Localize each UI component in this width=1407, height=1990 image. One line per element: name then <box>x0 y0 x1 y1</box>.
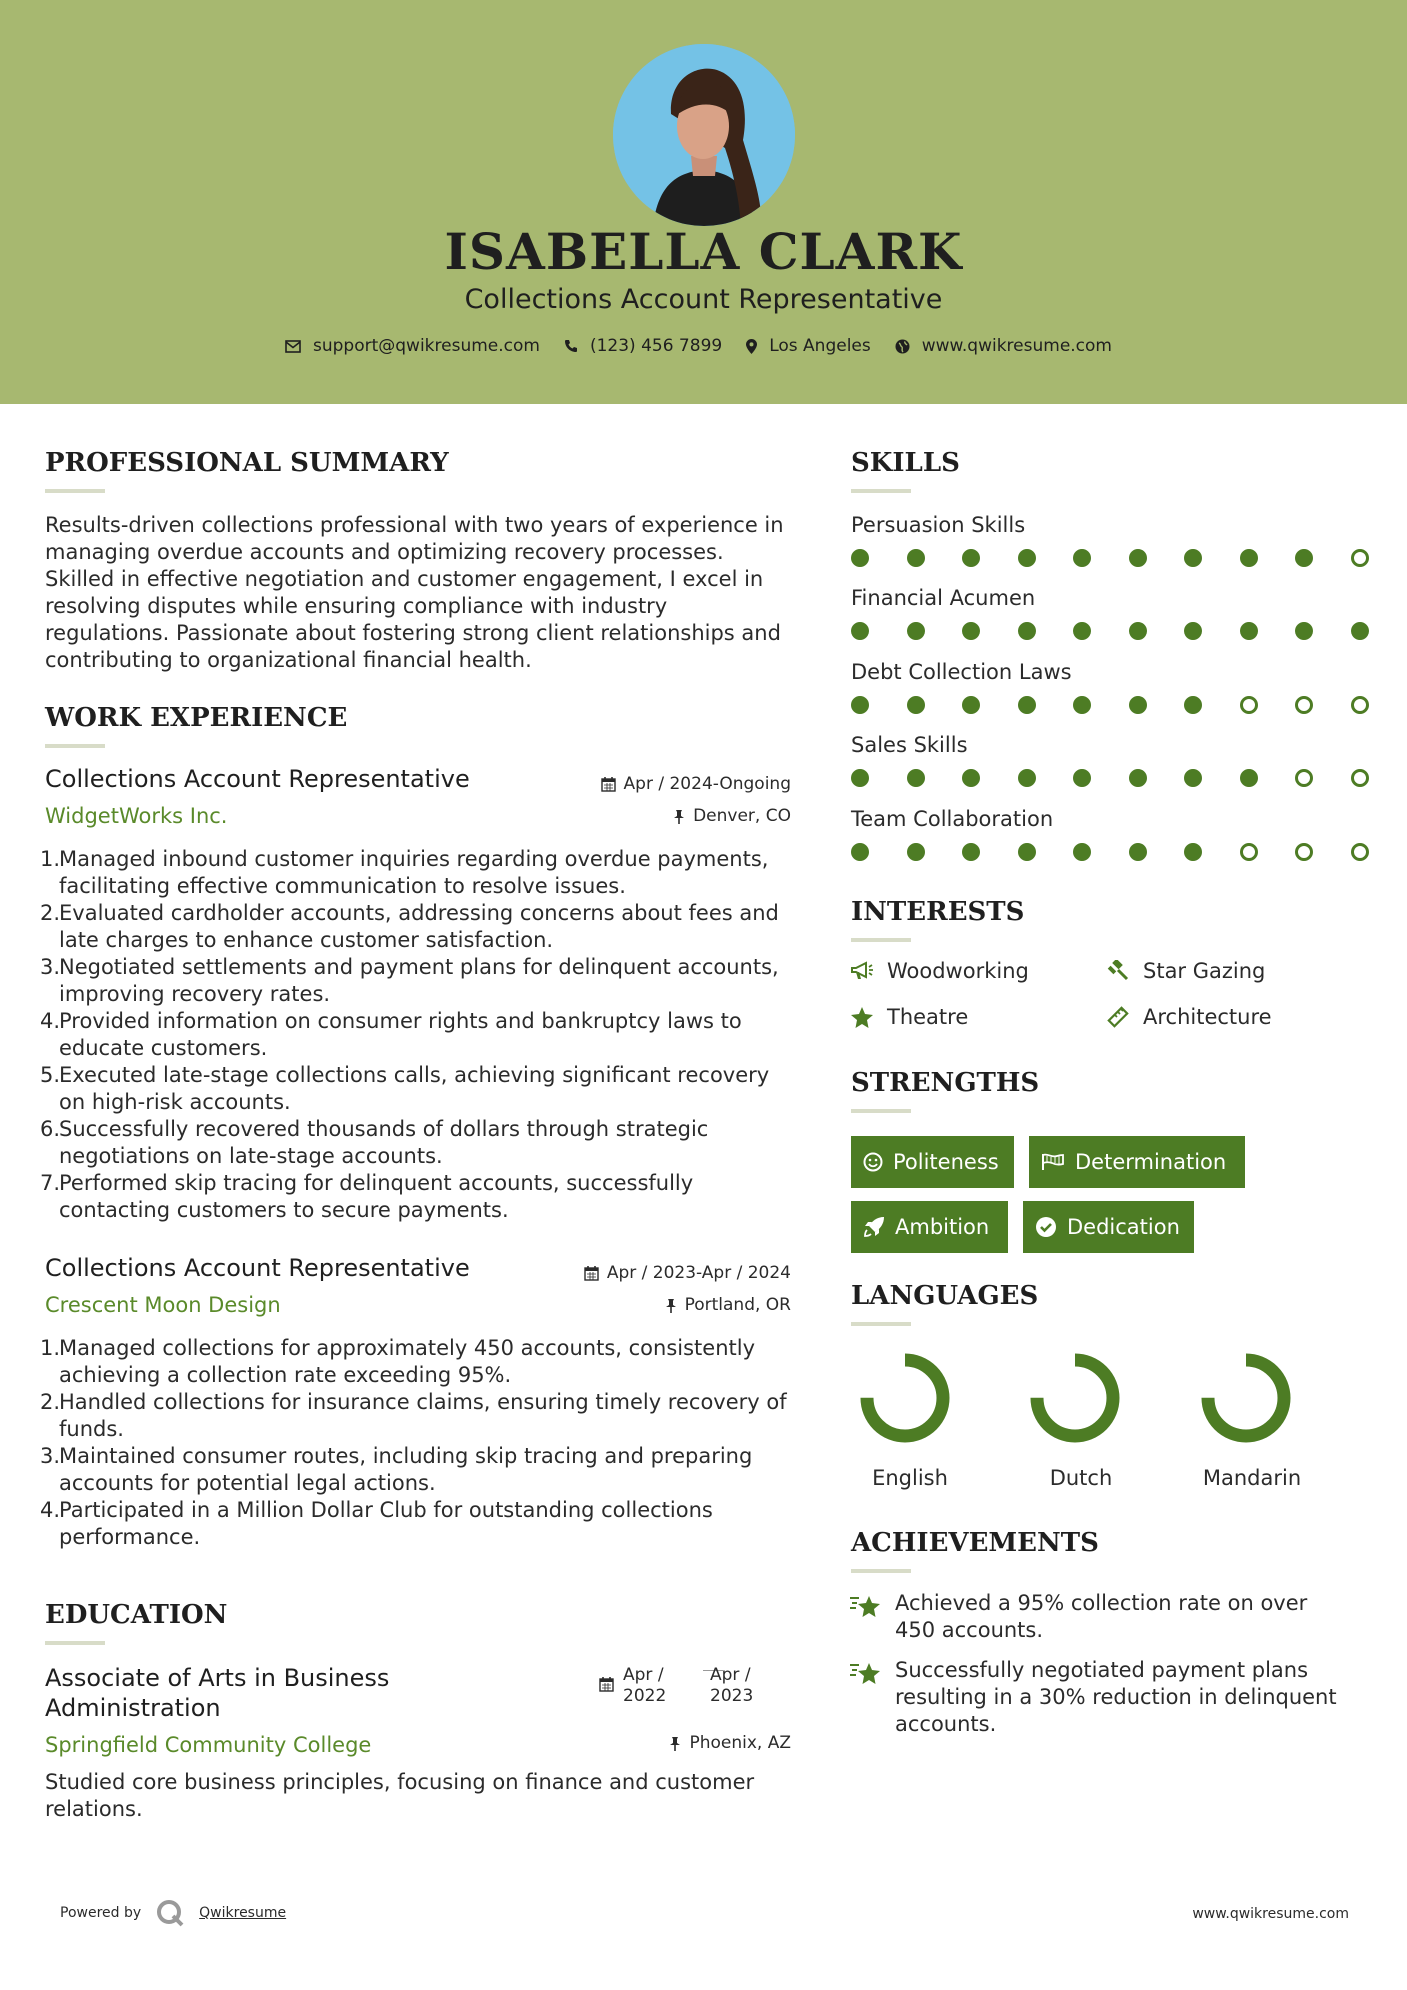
interest-woodworking: Woodworking <box>851 959 1029 983</box>
rating-dot-filled <box>1018 622 1036 640</box>
achievement-2: Successfully negotiated payment plans resulting in a 30% reduction in delinquent accounts. <box>849 1657 1349 1738</box>
skills-divider <box>851 489 911 493</box>
list-item: 3. Maintained consumer routes, including skip tracing and preparing accounts for potential legal actions. <box>40 1444 753 1495</box>
education-school: Springfield Community College <box>45 1733 372 1757</box>
languages-heading: LANGUAGES <box>851 1281 1039 1311</box>
job-1-dates <box>601 774 791 794</box>
ruler-icon <box>1107 1006 1129 1028</box>
achievements-heading: ACHIEVEMENTS <box>851 1528 1099 1558</box>
list-item: 5. Executed late-stage collections calls, achieving significant recovery on high-risk accounts. <box>40 1063 770 1114</box>
job-2-title: Collections Account Representative <box>45 1254 470 1282</box>
list-item: 7. Performed skip tracing for delinquent accounts, successfully contacting customers to secure payments. <box>40 1171 694 1222</box>
job-2-location <box>665 1295 791 1315</box>
candidate-title: Collections Account Representative <box>464 284 943 315</box>
summary-heading: PROFESSIONAL SUMMARY <box>45 448 449 478</box>
rating-dot-filled <box>1184 843 1202 861</box>
skill-2-rating <box>851 622 1406 640</box>
skill-4-rating <box>851 769 1406 787</box>
rating-dot-filled <box>1073 549 1091 567</box>
skill-5-name: Team Collaboration <box>851 807 1054 831</box>
envelope-icon <box>285 340 301 353</box>
rating-dot-empty <box>1240 696 1258 714</box>
star-icon <box>851 1007 873 1028</box>
rating-dot-filled <box>1073 843 1091 861</box>
rating-dot-filled <box>1129 549 1147 567</box>
job-1-location <box>673 806 791 826</box>
shooting-star-icon <box>849 1659 883 1687</box>
interest-architecture: Architecture <box>1107 1005 1272 1029</box>
rating-dot-filled <box>851 622 869 640</box>
rating-dot-empty <box>1240 843 1258 861</box>
list-item: 4. Provided information on consumer rights and bankruptcy laws to educate customers. <box>40 1009 742 1060</box>
language-progress-arc <box>1208 1360 1284 1436</box>
achievement-1: Achieved a 95% collection rate on over 450 accounts. <box>849 1590 1349 1644</box>
skill-4-name: Sales Skills <box>851 733 968 757</box>
rating-dot-filled <box>1240 622 1258 640</box>
rating-dot-empty <box>1295 769 1313 787</box>
skill-3-rating <box>851 696 1406 714</box>
list-item: 2. Evaluated cardholder accounts, addressing concerns about fees and late charges to enhance customer satisfaction. <box>40 901 779 952</box>
rating-dot-filled <box>851 696 869 714</box>
footer-powered-by: Powered by Qwikresume <box>60 1898 286 1928</box>
rating-dot-filled <box>1073 622 1091 640</box>
rating-dot-filled <box>851 549 869 567</box>
job-1-company: WidgetWorks Inc. <box>45 804 228 828</box>
list-item: 2. Handled collections for insurance claims, ensuring timely recovery of funds. <box>40 1390 787 1441</box>
job-2-bullets <box>40 1335 800 1551</box>
rating-dot-filled <box>1184 622 1202 640</box>
rating-dot-filled <box>1240 769 1258 787</box>
job-2-company: Crescent Moon Design <box>45 1293 281 1317</box>
rating-dot-empty <box>1351 769 1369 787</box>
rating-dot-filled <box>1184 769 1202 787</box>
language-english-ring <box>855 1348 955 1448</box>
calendar-icon <box>599 1677 614 1692</box>
globe-icon <box>895 339 910 354</box>
job-1-dates-text: Apr / 2024-Ongoing <box>623 774 791 794</box>
phone-icon <box>564 339 578 353</box>
list-item: 4. Participated in a Million Dollar Club for outstanding collections performance. <box>40 1498 713 1549</box>
rating-dot-filled <box>907 769 925 787</box>
education-heading: EDUCATION <box>45 1600 228 1630</box>
achievements-divider <box>851 1569 911 1573</box>
rating-dot-filled <box>851 843 869 861</box>
summary-text: Results-driven collections professional with two years of experience in managing overdue accounts and optimizing recovery processes. Skilled in effective negotiation and customer engagement, I excel in resolving disputes while ensuring compliance with industry regulations. Passionate about fostering strong client relationships and contributing to organizational financial health. <box>45 513 784 672</box>
education-degree-line-2: Administration <box>45 1694 221 1722</box>
education-end-date: Apr / 2023 <box>710 1665 754 1706</box>
rating-dot-filled <box>1073 769 1091 787</box>
list-item: 1. Managed collections for approximately 450 accounts, consistently achieving a collection rate exceeding 95%. <box>40 1336 756 1387</box>
rating-dot-filled <box>1018 549 1036 567</box>
rating-dot-filled <box>962 696 980 714</box>
skill-5-rating <box>851 843 1406 861</box>
rating-dot-empty <box>1295 696 1313 714</box>
job-2-location-text: Portland, OR <box>684 1295 791 1315</box>
strength-dedication: Dedication <box>1023 1201 1194 1253</box>
rating-dot-filled <box>851 769 869 787</box>
strengths-heading: STRENGTHS <box>851 1068 1040 1098</box>
profile-photo <box>613 44 795 226</box>
education-location <box>669 1733 791 1753</box>
strength-ambition: Ambition <box>851 1201 1008 1253</box>
strength-politeness: Politeness <box>851 1136 1014 1188</box>
qwikresume-logo-icon <box>155 1898 185 1928</box>
contact-email[interactable] <box>285 336 540 356</box>
rating-dot-filled <box>1184 696 1202 714</box>
email-text: support@qwikresume.com <box>313 336 540 356</box>
rating-dot-filled <box>1129 769 1147 787</box>
skill-1-name: Persuasion Skills <box>851 513 1026 537</box>
rating-dot-filled <box>1129 696 1147 714</box>
rating-dot-filled <box>1295 549 1313 567</box>
rating-dot-filled <box>962 622 980 640</box>
job-1-title: Collections Account Representative <box>45 765 470 793</box>
experience-divider <box>45 744 105 748</box>
job-1-bullets <box>40 846 800 1224</box>
contact-website[interactable] <box>895 336 1112 356</box>
skills-heading: SKILLS <box>851 448 960 478</box>
rating-dot-filled <box>1295 622 1313 640</box>
education-degree-line-1: Associate of Arts in Business <box>45 1664 390 1692</box>
language-mandarin-label: Mandarin <box>1202 1466 1302 1490</box>
interests-heading: INTERESTS <box>851 897 1025 927</box>
interest-star-gazing: Star Gazing <box>1107 959 1265 983</box>
megaphone-icon <box>851 961 873 981</box>
education-location-text: Phoenix, AZ <box>689 1733 791 1753</box>
skill-1-rating <box>851 549 1406 567</box>
education-description: Studied core business principles, focusing on finance and customer relations. <box>45 1770 755 1821</box>
language-progress-arc <box>1037 1360 1113 1436</box>
list-item: 3. Negotiated settlements and payment plans for delinquent accounts, improving recovery rates. <box>40 955 779 1006</box>
language-dutch-label: Dutch <box>1049 1466 1113 1490</box>
phone-text: (123) 456 7899 <box>589 336 723 356</box>
rating-dot-empty <box>1351 549 1369 567</box>
rating-dot-filled <box>1073 696 1091 714</box>
rating-dot-filled <box>1184 549 1202 567</box>
rating-dot-filled <box>962 769 980 787</box>
interest-theatre: Theatre <box>851 1005 968 1029</box>
contact-location <box>746 336 871 356</box>
job-1-location-text: Denver, CO <box>693 806 791 826</box>
skill-3-name: Debt Collection Laws <box>851 660 1072 684</box>
strengths-divider <box>851 1109 911 1113</box>
rating-dot-filled <box>962 843 980 861</box>
language-mandarin-ring <box>1196 1348 1296 1448</box>
header-banner <box>0 0 1407 404</box>
check-circle-icon <box>1035 1216 1057 1238</box>
pushpin-icon <box>665 1298 677 1313</box>
pushpin-icon <box>673 809 685 824</box>
rating-dot-filled <box>1129 843 1147 861</box>
flag-icon <box>1041 1153 1065 1171</box>
job-2-dates-text: Apr / 2023-Apr / 2024 <box>606 1263 791 1283</box>
summary-divider <box>45 489 105 493</box>
language-progress-arc <box>867 1360 943 1436</box>
strength-determination: Determination <box>1029 1136 1245 1188</box>
rocket-icon <box>863 1216 885 1238</box>
rating-dot-empty <box>1351 843 1369 861</box>
rating-dot-filled <box>1018 769 1036 787</box>
smile-icon <box>863 1152 883 1172</box>
rating-dot-empty <box>1295 843 1313 861</box>
contact-bar <box>0 336 1407 356</box>
rating-dot-filled <box>1018 696 1036 714</box>
education-divider <box>45 1641 105 1645</box>
rating-dot-filled <box>1018 843 1036 861</box>
contact-phone[interactable] <box>564 336 722 356</box>
calendar-icon <box>601 777 616 792</box>
rating-dot-filled <box>1351 622 1369 640</box>
list-item: 1. Managed inbound customer inquiries regarding overdue payments, facilitating effective communication to resolve issues. <box>40 847 769 898</box>
candidate-name: ISABELLA CLARK <box>444 222 963 281</box>
rating-dot-filled <box>1240 549 1258 567</box>
languages-divider <box>851 1322 911 1326</box>
gavel-icon <box>1107 960 1129 982</box>
skill-2-name: Financial Acumen <box>851 586 1036 610</box>
shooting-star-icon <box>849 1592 883 1620</box>
rating-dot-filled <box>907 696 925 714</box>
experience-heading: WORK EXPERIENCE <box>45 703 348 733</box>
calendar-icon <box>584 1266 599 1281</box>
rating-dot-filled <box>907 622 925 640</box>
language-dutch-ring <box>1025 1348 1125 1448</box>
website-text: www.qwikresume.com <box>921 336 1112 356</box>
job-2-dates <box>584 1263 791 1283</box>
language-english-label: English <box>872 1466 948 1490</box>
rating-dot-filled <box>907 549 925 567</box>
interests-divider <box>851 938 911 942</box>
rating-dot-empty <box>1351 696 1369 714</box>
footer-brand-link[interactable]: Qwikresume <box>199 1905 287 1921</box>
list-item: 6. Successfully recovered thousands of dollars through strategic negotiations on late-stage accounts. <box>40 1117 709 1168</box>
map-pin-icon <box>746 339 757 354</box>
rating-dot-filled <box>962 549 980 567</box>
pushpin-icon <box>669 1736 681 1751</box>
rating-dot-filled <box>1129 622 1147 640</box>
education-start-date: Apr / 2022 <box>623 1665 667 1706</box>
rating-dot-filled <box>907 843 925 861</box>
footer-url[interactable]: www.qwikresume.com <box>1192 1906 1349 1922</box>
location-text: Los Angeles <box>769 336 871 356</box>
